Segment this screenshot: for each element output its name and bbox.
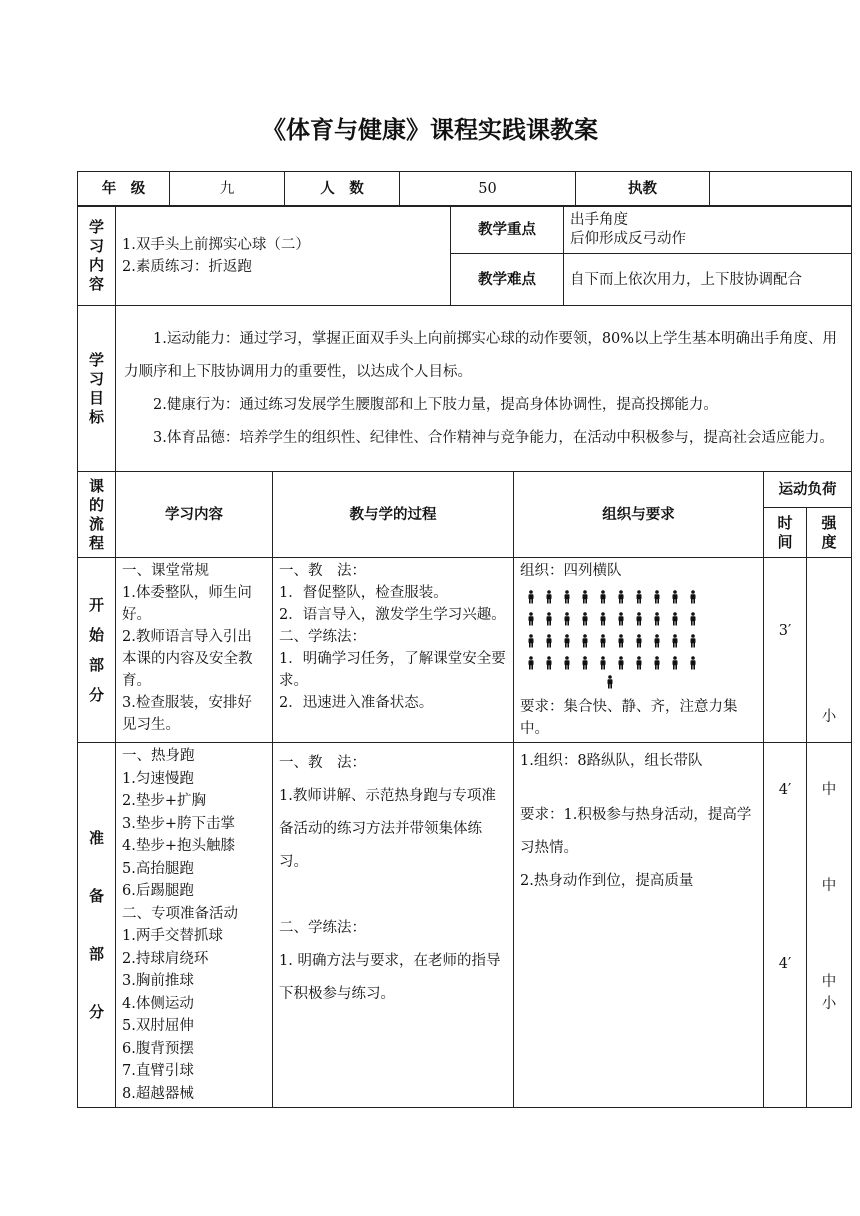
teacher-label: 执教 xyxy=(576,172,710,207)
student-figure-icon xyxy=(558,586,576,608)
content-table xyxy=(77,205,852,306)
prep-process xyxy=(273,743,514,1108)
teacher-figure xyxy=(520,674,700,696)
content-label: 学 习 内 容 xyxy=(78,206,116,306)
opening-process: 一、教 法： 1．督促整队，检查服装。 2．语言导入，激发学生学习兴趣。 二、学练法： 1．明确学习任务，了解课堂安全要求。 2．迅速进入准备状态。 xyxy=(273,558,514,743)
formation-requirement: 要求：集合快、静、齐，注意力集中。 xyxy=(520,699,738,737)
student-figure-icon xyxy=(576,586,594,608)
opening-label: 开 始 部 分 xyxy=(78,558,116,743)
student-figure-icon xyxy=(648,630,666,652)
prep-practice-title: 二、学练法： xyxy=(279,920,366,936)
student-figure-icon xyxy=(558,630,576,652)
difficulty-label: 教学难点 xyxy=(451,254,564,306)
grade-value: 九 xyxy=(170,172,285,207)
student-figure-icon xyxy=(666,652,684,674)
objective-paragraph: 2.健康行为：通过练习发展学生腰腹部和上下肢力量，提高身体协调性，提高投掷能力。 xyxy=(153,396,718,413)
count-label: 人 数 xyxy=(285,172,400,207)
student-figure-icon xyxy=(540,586,558,608)
student-figure-icon xyxy=(594,608,612,630)
teacher-icon xyxy=(606,674,614,696)
content-items xyxy=(116,206,451,306)
student-figure-icon xyxy=(594,586,612,608)
objectives-table xyxy=(77,305,852,472)
prep-method-text: 1.教师讲解、示范热身跑与专项准备活动的练习方法并带领集体练习。 xyxy=(279,788,496,870)
student-figure-icon xyxy=(630,652,648,674)
student-figure-icon xyxy=(576,630,594,652)
opening-content: 一、课堂常规 1.体委整队，师生问好。 2.教师语言导入引出本课的内容及安全教育。 3.检查服装，安排好见习生。 xyxy=(116,558,273,743)
student-figure-icon xyxy=(612,608,630,630)
opening-intensity: 小 xyxy=(807,558,852,743)
header-process: 教与学的过程 xyxy=(273,472,514,558)
student-figure-icon xyxy=(594,652,612,674)
student-figure-icon xyxy=(648,586,666,608)
student-figure-icon xyxy=(540,652,558,674)
objectives-label: 学 习 目 标 xyxy=(78,306,116,472)
formation-diagram xyxy=(522,586,757,674)
difficulty-text: 自下而上依次用力，上下肢协调配合 xyxy=(564,254,852,306)
student-figure-icon xyxy=(630,630,648,652)
student-figure-icon xyxy=(666,608,684,630)
count-value: 50 xyxy=(400,172,576,207)
student-figure-icon xyxy=(558,652,576,674)
flow-table xyxy=(77,471,852,1108)
opening-organization xyxy=(514,558,764,743)
student-figure-icon xyxy=(522,652,540,674)
student-figure-icon xyxy=(576,652,594,674)
grade-label: 年 级 xyxy=(78,172,170,207)
focus-label: 教学重点 xyxy=(451,206,564,254)
prep-organization: 1.组织：8路纵队，组长带队 要求：1.积极参与热身活动，提高学习热情。 2.热身动作到位，提高质量 xyxy=(514,743,764,1108)
student-figure-icon xyxy=(612,586,630,608)
student-figure-icon xyxy=(630,586,648,608)
student-figure-icon xyxy=(540,608,558,630)
student-figure-icon xyxy=(612,630,630,652)
student-figure-icon xyxy=(612,652,630,674)
info-table xyxy=(77,171,852,207)
student-figure-icon xyxy=(576,608,594,630)
student-figure-icon xyxy=(666,586,684,608)
header-content: 学习内容 xyxy=(116,472,273,558)
student-figure-icon xyxy=(648,652,666,674)
student-figure-icon xyxy=(540,630,558,652)
student-figure-icon xyxy=(684,652,702,674)
header-time: 时 间 xyxy=(764,508,807,558)
teacher-value xyxy=(710,172,852,207)
prep-content: 一、热身跑 1.匀速慢跑 2.垫步+扩胸 3.垫步+胯下击掌 4.垫步+抱头触膝 5.高抬腿跑 6.后踢腿跑 二、专项准备活动 1.两手交替抓球 2.持球肩绕环 3.胸前推球 4.体侧运动 5.双肘屈伸 6.腹背预摆 7.直臂引球 8.超越器械 xyxy=(116,743,273,1108)
header-load: 运动负荷 xyxy=(764,472,852,508)
prep-intensity: 中 中 中 小 xyxy=(807,743,852,1108)
student-figure-icon xyxy=(522,586,540,608)
student-figure-icon xyxy=(594,630,612,652)
content-item: 1.双手头上前掷实心球（二） xyxy=(122,236,310,253)
objectives-text xyxy=(116,306,852,472)
objective-paragraph: 1.运动能力：通过学习，掌握正面双手头上向前掷实心球的动作要领，80%以上学生基本明确出手角度、用力顺序和上下肢协调用力的重要性，以达成个人目标。 xyxy=(124,330,838,380)
student-figure-icon xyxy=(684,608,702,630)
student-figure-icon xyxy=(684,586,702,608)
header-organization: 组织与要求 xyxy=(514,472,764,558)
opening-time: 3′ xyxy=(764,558,807,743)
student-figure-icon xyxy=(684,630,702,652)
student-figure-icon xyxy=(630,608,648,630)
header-intensity: 强 度 xyxy=(807,508,852,558)
objective-paragraph: 3.体育品德：培养学生的组织性、纪律性、合作精神与竞争能力，在活动中积极参与，提高社会适应能力。 xyxy=(153,429,834,446)
formation-title: 组织：四列横队 xyxy=(520,563,622,579)
student-figure-icon xyxy=(558,608,576,630)
prep-time: 4′ 4′ xyxy=(764,743,807,1108)
student-figure-icon xyxy=(522,608,540,630)
content-item: 2.素质练习：折返跑 xyxy=(122,258,252,275)
flow-label: 课 的 流 程 xyxy=(78,472,116,558)
student-figure-icon xyxy=(522,630,540,652)
prep-practice-text: 1. 明确方法与要求，在老师的指导下积极参与练习。 xyxy=(279,953,501,1002)
student-figure-icon xyxy=(648,608,666,630)
prep-method-title: 一、教 法： xyxy=(279,755,366,771)
page-title: 《体育与健康》课程实践课教案 xyxy=(262,116,598,144)
focus-text: 出手角度 后仰形成反弓动作 xyxy=(564,206,852,254)
student-figure-icon xyxy=(666,630,684,652)
prep-label: 准 备 部 分 xyxy=(78,743,116,1108)
